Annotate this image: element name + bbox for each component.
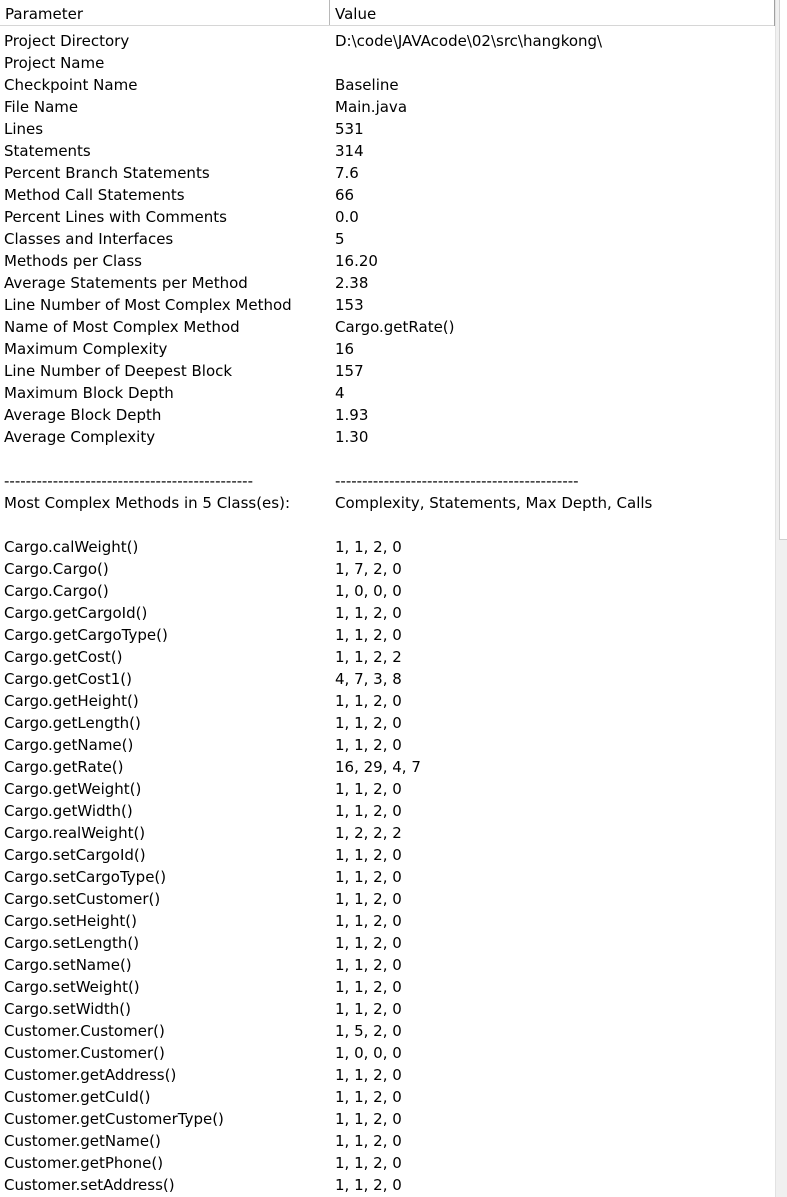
table-row[interactable]	[0, 338, 775, 360]
parameter-cell: Project Name	[4, 54, 105, 72]
parameter-cell: Lines	[4, 120, 44, 138]
value-cell: 1.30	[335, 428, 369, 446]
parameter-cell: Percent Branch Statements	[4, 164, 210, 182]
table-row[interactable]	[0, 668, 775, 690]
separator-row[interactable]	[0, 470, 775, 492]
parameter-cell: Cargo.getLength()	[4, 714, 141, 732]
value-cell: 531	[335, 120, 364, 138]
parameter-cell: Cargo.getCargoId()	[4, 604, 148, 622]
value-cell: 1, 1, 2, 0	[335, 1110, 402, 1128]
parameter-cell: File Name	[4, 98, 79, 116]
value-cell: 1, 1, 2, 0	[335, 978, 402, 996]
parameter-cell: Cargo.getHeight()	[4, 692, 139, 710]
table-row[interactable]	[0, 118, 775, 140]
value-cell: 1, 1, 2, 0	[335, 934, 402, 952]
table-row[interactable]	[0, 690, 775, 712]
parameter-cell: Cargo.setCargoId()	[4, 846, 146, 864]
parameter-cell: Project Directory	[4, 32, 130, 50]
table-row[interactable]	[0, 756, 775, 778]
table-row[interactable]	[0, 1130, 775, 1152]
parameter-cell: Cargo.getCost()	[4, 648, 123, 666]
table-row[interactable]	[0, 624, 775, 646]
table-row[interactable]	[0, 976, 775, 998]
parameter-cell: Statements	[4, 142, 91, 160]
value-cell: 16	[335, 340, 355, 358]
value-cell: 1, 1, 2, 0	[335, 714, 402, 732]
table-row[interactable]	[0, 1020, 775, 1042]
parameter-cell: Percent Lines with Comments	[4, 208, 227, 226]
table-row[interactable]	[0, 822, 775, 844]
column-header-parameter[interactable]: Parameter	[0, 0, 330, 25]
value-cell: 1, 1, 2, 0	[335, 1132, 402, 1150]
table-row[interactable]	[0, 228, 775, 250]
value-cell: 1, 7, 2, 0	[335, 560, 402, 578]
value-cell: 1, 1, 2, 0	[335, 912, 402, 930]
table-row[interactable]	[0, 30, 775, 52]
value-cell: 1, 1, 2, 0	[335, 1176, 402, 1194]
table-header	[0, 0, 775, 26]
value-cell: Baseline	[335, 76, 399, 94]
value-cell: 1, 1, 2, 0	[335, 780, 402, 798]
value-cell: 1, 1, 2, 0	[335, 604, 402, 622]
table-row[interactable]	[0, 646, 775, 668]
parameter-cell: Checkpoint Name	[4, 76, 138, 94]
value-cell: 4	[335, 384, 345, 402]
parameter-cell: Methods per Class	[4, 252, 142, 270]
table-row[interactable]	[0, 932, 775, 954]
parameter-cell: Cargo.realWeight()	[4, 824, 146, 842]
value-cell: Main.java	[335, 98, 408, 116]
value-cell: 16, 29, 4, 7	[335, 758, 421, 776]
table-row[interactable]	[0, 1152, 775, 1174]
value-cell: 1, 1, 2, 0	[335, 1088, 402, 1106]
table-row[interactable]	[0, 1108, 775, 1130]
metrics-list	[0, 30, 775, 1196]
table-row[interactable]	[0, 602, 775, 624]
table-row[interactable]	[0, 294, 775, 316]
table-row[interactable]	[0, 712, 775, 734]
table-row[interactable]	[0, 910, 775, 932]
parameter-cell: Cargo.setHeight()	[4, 912, 137, 930]
table-row[interactable]	[0, 272, 775, 294]
blank-row	[0, 448, 775, 470]
table-row[interactable]	[0, 404, 775, 426]
scrollbar-thumb[interactable]	[779, 0, 787, 540]
separator-left: ----------------------------------------------	[4, 472, 253, 490]
blank-row	[0, 514, 775, 536]
parameter-cell: Maximum Complexity	[4, 340, 168, 358]
table-row[interactable]	[0, 1042, 775, 1064]
parameter-cell: Average Block Depth	[4, 406, 162, 424]
table-row[interactable]	[0, 998, 775, 1020]
value-cell: 4, 7, 3, 8	[335, 670, 402, 688]
parameter-cell: Cargo.setLength()	[4, 934, 140, 952]
parameter-cell: Line Number of Most Complex Method	[4, 296, 292, 314]
parameter-cell: Cargo.getCost1()	[4, 670, 132, 688]
value-cell: 1, 1, 2, 0	[335, 1154, 402, 1172]
value-cell: 1, 1, 2, 0	[335, 692, 402, 710]
column-header-value[interactable]: Value	[330, 0, 775, 25]
parameter-cell: Cargo.setWeight()	[4, 978, 140, 996]
value-cell: 1, 1, 2, 0	[335, 956, 402, 974]
parameter-cell: Cargo.setCustomer()	[4, 890, 161, 908]
value-cell: 1, 1, 2, 2	[335, 648, 402, 666]
table-row[interactable]	[0, 492, 775, 514]
parameter-cell: Customer.getPhone()	[4, 1154, 164, 1172]
table-row[interactable]	[0, 580, 775, 602]
value-cell: Cargo.getRate()	[335, 318, 455, 336]
value-cell: D:\code\JAVAcode\02\src\hangkong\	[335, 32, 603, 50]
table-row[interactable]	[0, 778, 775, 800]
table-row[interactable]	[0, 162, 775, 184]
parameter-cell: Customer.getAddress()	[4, 1066, 177, 1084]
value-cell: 7.6	[335, 164, 359, 182]
parameter-cell: Customer.Customer()	[4, 1044, 165, 1062]
value-cell: 66	[335, 186, 355, 204]
parameter-cell: Cargo.setWidth()	[4, 1000, 131, 1018]
value-cell: 1, 0, 0, 0	[335, 1044, 402, 1062]
value-cell: 1, 2, 2, 2	[335, 824, 402, 842]
table-row[interactable]	[0, 800, 775, 822]
parameter-cell: Cargo.calWeight()	[4, 538, 139, 556]
value-cell: 157	[335, 362, 364, 380]
value-cell: 0.0	[335, 208, 359, 226]
parameter-cell: Customer.Customer()	[4, 1022, 165, 1040]
parameter-cell: Most Complex Methods in 5 Class(es):	[4, 494, 291, 512]
table-row[interactable]	[0, 1174, 775, 1196]
parameter-cell: Cargo.getCargoType()	[4, 626, 168, 644]
table-row[interactable]	[0, 888, 775, 910]
table-row[interactable]	[0, 954, 775, 976]
value-cell: 1, 1, 2, 0	[335, 802, 402, 820]
value-cell: 1, 0, 0, 0	[335, 582, 402, 600]
value-cell: 153	[335, 296, 364, 314]
parameter-cell: Method Call Statements	[4, 186, 185, 204]
parameter-cell: Classes and Interfaces	[4, 230, 174, 248]
table-row[interactable]	[0, 734, 775, 756]
table-row[interactable]	[0, 536, 775, 558]
table-row[interactable]	[0, 52, 775, 74]
value-cell: 1, 1, 2, 0	[335, 1000, 402, 1018]
parameter-cell: Cargo.Cargo()	[4, 560, 109, 578]
value-cell: 16.20	[335, 252, 378, 270]
value-cell: 1, 5, 2, 0	[335, 1022, 402, 1040]
parameter-cell: Customer.getCustomerType()	[4, 1110, 224, 1128]
parameter-cell: Customer.getCuId()	[4, 1088, 151, 1106]
parameter-cell: Customer.getName()	[4, 1132, 161, 1150]
table-row[interactable]	[0, 382, 775, 404]
table-row[interactable]	[0, 206, 775, 228]
value-cell: 5	[335, 230, 345, 248]
table-row[interactable]	[0, 74, 775, 96]
parameter-cell: Cargo.getWidth()	[4, 802, 133, 820]
value-cell: 314	[335, 142, 364, 160]
table-row[interactable]	[0, 316, 775, 338]
separator-right: ---------------------------------------------	[335, 472, 579, 490]
parameter-cell: Cargo.setName()	[4, 956, 132, 974]
parameter-cell: Customer.setAddress()	[4, 1176, 175, 1194]
table-row[interactable]	[0, 140, 775, 162]
value-cell: 1, 1, 2, 0	[335, 538, 402, 556]
table-row[interactable]	[0, 1064, 775, 1086]
parameter-cell: Line Number of Deepest Block	[4, 362, 233, 380]
table-row[interactable]	[0, 866, 775, 888]
parameter-cell: Average Complexity	[4, 428, 156, 446]
parameter-cell: Name of Most Complex Method	[4, 318, 240, 336]
value-cell: 1, 1, 2, 0	[335, 868, 402, 886]
parameter-cell: Cargo.getWeight()	[4, 780, 142, 798]
table-row[interactable]	[0, 558, 775, 580]
value-cell: 1, 1, 2, 0	[335, 890, 402, 908]
value-cell: 1, 1, 2, 0	[335, 736, 402, 754]
table-row[interactable]	[0, 360, 775, 382]
table-row[interactable]	[0, 250, 775, 272]
value-cell: 1, 1, 2, 0	[335, 846, 402, 864]
value-cell: 1, 1, 2, 0	[335, 626, 402, 644]
value-cell: Complexity, Statements, Max Depth, Calls	[335, 494, 653, 512]
parameter-cell: Cargo.getName()	[4, 736, 134, 754]
value-cell: 2.38	[335, 274, 369, 292]
parameter-cell: Cargo.Cargo()	[4, 582, 109, 600]
table-row[interactable]	[0, 96, 775, 118]
parameter-cell: Average Statements per Method	[4, 274, 248, 292]
value-cell: 1, 1, 2, 0	[335, 1066, 402, 1084]
table-row[interactable]	[0, 1086, 775, 1108]
parameter-cell: Cargo.getRate()	[4, 758, 124, 776]
parameter-cell: Cargo.setCargoType()	[4, 868, 167, 886]
parameter-cell: Maximum Block Depth	[4, 384, 174, 402]
value-cell: 1.93	[335, 406, 369, 424]
table-row[interactable]	[0, 184, 775, 206]
table-row[interactable]	[0, 426, 775, 448]
table-row[interactable]	[0, 844, 775, 866]
